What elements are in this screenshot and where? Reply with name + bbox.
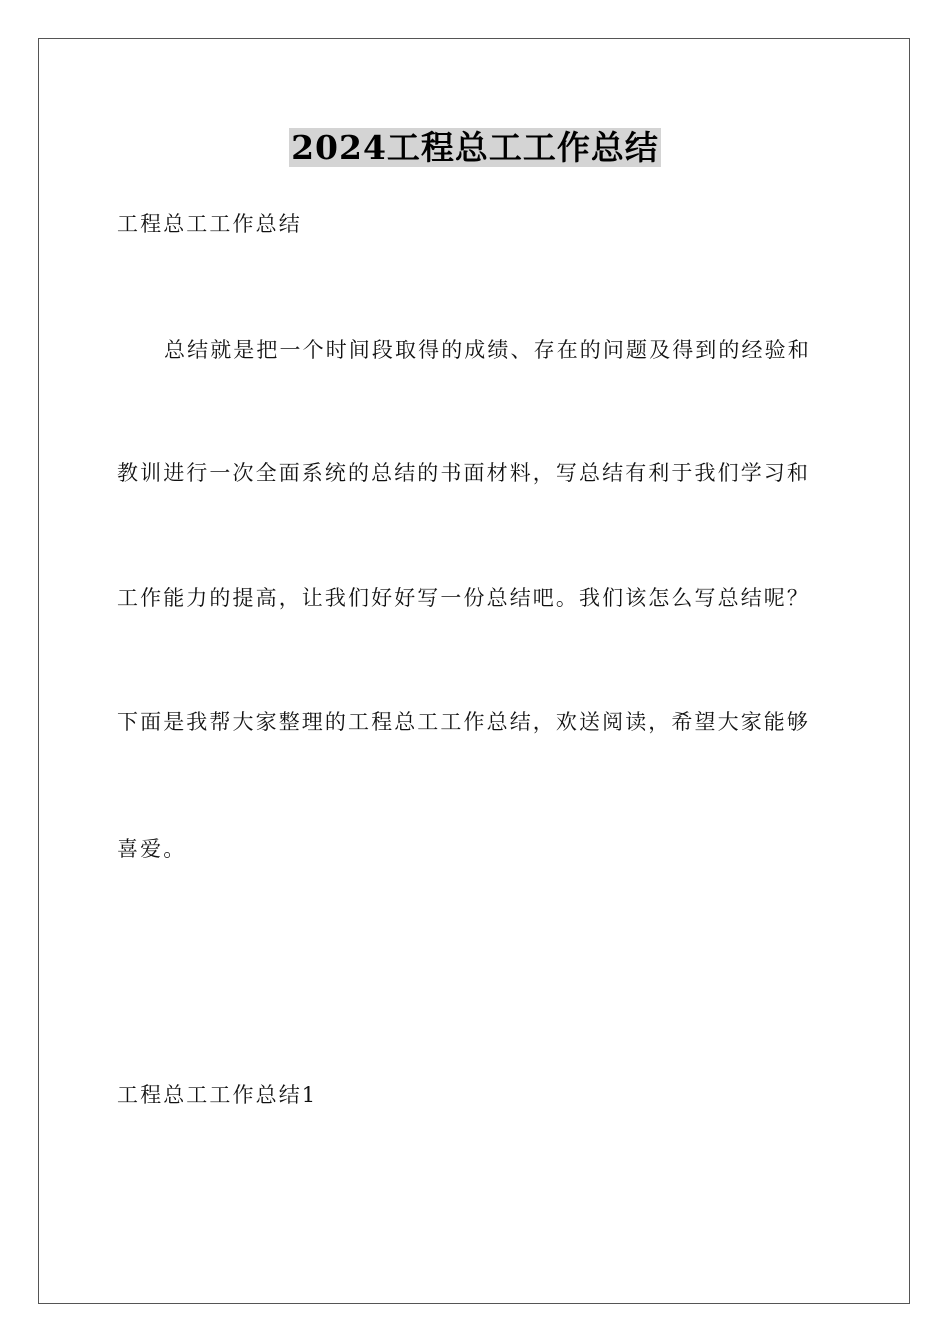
document-title-text: 2024工程总工工作总结 — [291, 128, 659, 167]
intro-line-1: 总结就是把一个时间段取得的成绩、存在的问题及得到的经验和 — [164, 338, 811, 362]
intro-line-4: 下面是我帮大家整理的工程总工工作总结，欢送阅读，希望大家能够 — [117, 710, 810, 734]
intro-line-2: 教训进行一次全面系统的总结的书面材料，写总结有利于我们学习和 — [117, 461, 810, 485]
section-heading: 工程总工工作总结1 — [117, 1083, 318, 1107]
document-subtitle: 工程总工工作总结 — [117, 212, 302, 236]
intro-line-5: 喜爱。 — [117, 837, 187, 861]
intro-line-3: 工作能力的提高，让我们好好写一份总结吧。我们该怎么写总结呢？ — [117, 586, 810, 610]
document-title — [0, 126, 950, 170]
